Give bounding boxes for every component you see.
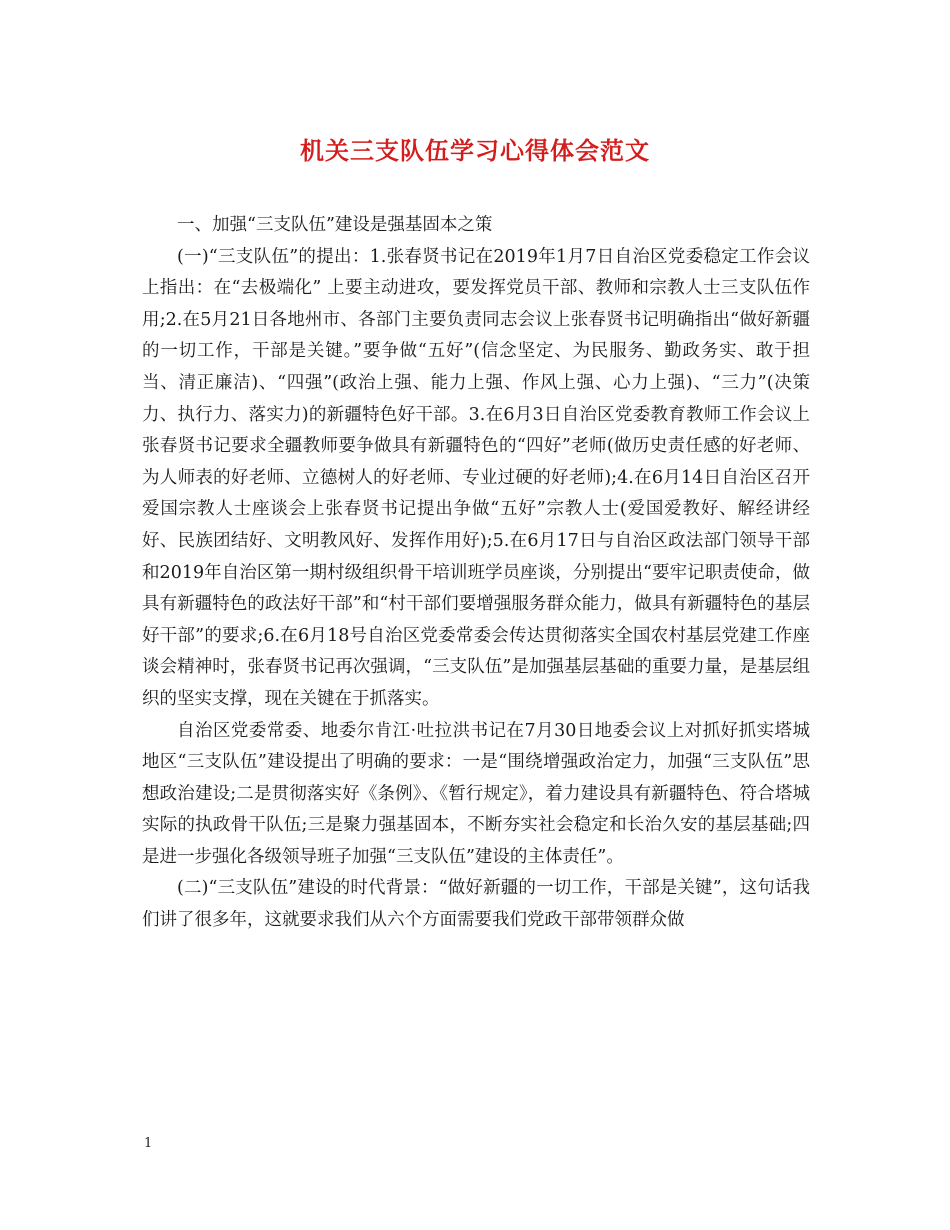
paragraph: (二)“三支队伍”建设的时代背景：“做好新疆的一切工作，干部是关键”，这句话我们讲了很多年，这就要求我们从六个方面需要我们党政干部带领群众做 (142, 878, 810, 931)
document-body (142, 210, 810, 937)
document-title: 机关三支队伍学习心得体会范文 (300, 136, 650, 165)
paragraph: (一)“三支队伍”的提出：1.张春贤书记在2019年1月7日自治区党委稳定工作会议上指出：在“去极端化” 上要主动进攻，要发挥党员干部、教师和宗教人士三支队伍作用;2.在5月21日各地州市、各部门主要负责同志会议上张春贤书记明确指出“做好新疆的一切工作，干部是关键。”要争做“五好”(信念坚定、为民服务、勤政务实、敢于担当、清正廉洁)、“四强”(政治上强、能力上强、作风上强、心力上强)、“三力”(决策力、执行力、落实力)的新疆特色好干部。3.在6月3日自治区党委教育教师工作会议上张春贤书记要求全疆教师要争做具有新疆特色的“四好”老师(做历史责任感的好老师、为人师表的好老师、立德树人的好老师、专业过硬的好老师);4.在6月14日自治区召开爱国宗教人士座谈会上张春贤书记提出争做“五好”宗教人士(爱国爱教好、解经讲经好、民族团结好、文明教风好、发挥作用好);5.在6月17日与自治区政法部门领导干部和2019年自治区第一期村级组织骨干培训班学员座谈，分别提出“要牢记职责使命，做具有新疆特色的政法好干部”和“村干部们要增强服务群众能力，做具有新疆特色的基层好干部”的要求;6.在6月18号自治区党委常委会传达贯彻落实全国农村基层党建工作座谈会精神时，张春贤书记再次强调，“三支队伍”是加强基层基础的重要力量，是基层组织的坚实支撑，现在关键在于抓落实。 (142, 246, 810, 709)
section-heading: 一、加强“三支队伍”建设是强基固本之策 (177, 215, 493, 235)
page-number: 1 (144, 1136, 153, 1151)
paragraph: 自治区党委常委、地委尔肯江·吐拉洪书记在7月30日地委会议上对抓好抓实塔城地区“三支队伍”建设提出了明确的要求：一是“围绕增强政治定力，加强“三支队伍”思想政治建设;二是贯彻落实好《条例》、《暂行规定》，着力建设具有新疆特色、符合塔城实际的执政骨干队伍;三是聚力强基固本，不断夯实社会稳定和长治久安的基层基础;四是进一步强化各级领导班子加强“三支队伍”建设的主体责任”。 (142, 720, 810, 867)
